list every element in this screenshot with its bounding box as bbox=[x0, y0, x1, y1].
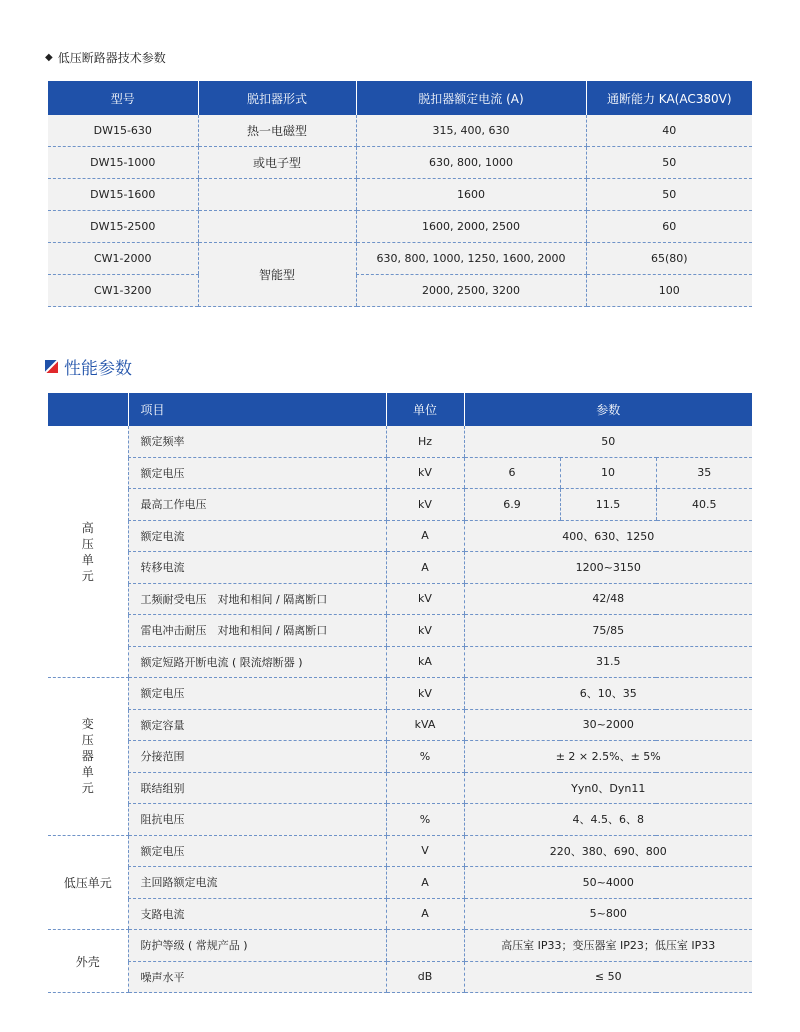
section2-heading bbox=[45, 354, 132, 379]
table-row bbox=[48, 772, 752, 804]
table-row bbox=[48, 520, 752, 552]
unit-cell bbox=[386, 772, 464, 804]
item-cell: 最高工作电压 bbox=[128, 489, 386, 521]
param-cell: 400、630、1250 bbox=[464, 520, 752, 552]
item-cell: 噪声水平 bbox=[128, 961, 386, 993]
table-row bbox=[48, 709, 752, 741]
param-cell: 6、10、35 bbox=[464, 678, 752, 710]
unit-cell: A bbox=[386, 867, 464, 899]
unit-cell bbox=[386, 930, 464, 962]
current-cell: 630, 800, 1000, 1250, 1600, 2000 bbox=[356, 243, 586, 275]
header-trip-type: 脱扣器形式 bbox=[198, 81, 356, 115]
item-cell: 额定电流 bbox=[128, 520, 386, 552]
param-cell: 5~800 bbox=[464, 898, 752, 930]
table-row bbox=[48, 867, 752, 899]
table-row bbox=[48, 115, 752, 147]
item-cell: 阻抗电压 bbox=[128, 804, 386, 836]
item-cell: 额定频率 bbox=[128, 426, 386, 457]
param-cell: 31.5 bbox=[464, 646, 752, 678]
unit-cell: kV bbox=[386, 457, 464, 489]
table-row bbox=[48, 552, 752, 584]
table-row bbox=[48, 583, 752, 615]
group-shell-label: 外壳 bbox=[48, 930, 128, 993]
group-tr-text: 变压器单元 bbox=[81, 717, 94, 796]
param-cell: 10 bbox=[560, 457, 656, 489]
item-cell: 额定电压 bbox=[128, 678, 386, 710]
unit-cell: A bbox=[386, 552, 464, 584]
model-cell: DW15-630 bbox=[48, 115, 198, 147]
table-row bbox=[48, 835, 752, 867]
param-cell: 11.5 bbox=[560, 489, 656, 521]
current-cell: 315, 400, 630 bbox=[356, 115, 586, 147]
param-cell: 50 bbox=[464, 426, 752, 457]
model-cell: CW1-3200 bbox=[48, 275, 198, 307]
table-header-row bbox=[48, 393, 752, 426]
unit-cell: kV bbox=[386, 678, 464, 710]
header-breaking-capacity: 通断能力 KA(AC380V) bbox=[586, 81, 752, 115]
section-marker-icon bbox=[45, 360, 58, 373]
header-unit: 单位 bbox=[386, 393, 464, 426]
unit-cell: dB bbox=[386, 961, 464, 993]
unit-cell: kV bbox=[386, 583, 464, 615]
table-row bbox=[48, 426, 752, 457]
trip-type-cell-empty bbox=[198, 211, 356, 243]
section2-title: 性能参数 bbox=[64, 359, 132, 379]
item-cell: 分接范围 bbox=[128, 741, 386, 773]
capacity-cell: 50 bbox=[586, 179, 752, 211]
unit-cell: kV bbox=[386, 615, 464, 647]
table-row bbox=[48, 961, 752, 993]
item-cell: 额定电压 bbox=[128, 835, 386, 867]
model-cell: DW15-2500 bbox=[48, 211, 198, 243]
current-cell: 2000, 2500, 3200 bbox=[356, 275, 586, 307]
table-row bbox=[48, 646, 752, 678]
item-cell: 防护等级 ( 常规产品 ) bbox=[128, 930, 386, 962]
table-row bbox=[48, 678, 752, 710]
param-cell: ≤ 50 bbox=[464, 961, 752, 993]
section1-title: 低压断路器技术参数 bbox=[57, 51, 166, 65]
model-cell: CW1-2000 bbox=[48, 243, 198, 275]
item-cell: 雷电冲击耐压 对地和相间 / 隔离断口 bbox=[128, 615, 386, 647]
capacity-cell: 60 bbox=[586, 211, 752, 243]
param-cell: ± 2 × 2.5%、± 5% bbox=[464, 741, 752, 773]
current-cell: 1600, 2000, 2500 bbox=[356, 211, 586, 243]
param-cell: Yyn0、Dyn11 bbox=[464, 772, 752, 804]
table-row bbox=[48, 179, 752, 211]
trip-type-cell: 智能型 bbox=[198, 243, 356, 307]
item-cell: 额定容量 bbox=[128, 709, 386, 741]
unit-cell: kV bbox=[386, 489, 464, 521]
group-lv-label: 低压单元 bbox=[48, 835, 128, 930]
item-cell: 额定短路开断电流 ( 限流熔断器 ) bbox=[128, 646, 386, 678]
param-cell: 4、4.5、6、8 bbox=[464, 804, 752, 836]
unit-cell: A bbox=[386, 898, 464, 930]
table-header-row bbox=[48, 81, 752, 115]
table-row bbox=[48, 489, 752, 521]
trip-type-cell-empty bbox=[198, 179, 356, 211]
group-hv-text: 高压单元 bbox=[81, 520, 94, 583]
model-cell: DW15-1600 bbox=[48, 179, 198, 211]
param-cell: 1200~3150 bbox=[464, 552, 752, 584]
table-row bbox=[48, 741, 752, 773]
param-cell: 30~2000 bbox=[464, 709, 752, 741]
item-cell: 联结组别 bbox=[128, 772, 386, 804]
unit-cell: % bbox=[386, 804, 464, 836]
item-cell: 额定电压 bbox=[128, 457, 386, 489]
unit-cell: kA bbox=[386, 646, 464, 678]
param-cell: 6 bbox=[464, 457, 560, 489]
table-row bbox=[48, 275, 752, 307]
header-param: 参数 bbox=[464, 393, 752, 426]
table-row bbox=[48, 898, 752, 930]
model-cell: DW15-1000 bbox=[48, 147, 198, 179]
performance-table bbox=[48, 393, 752, 993]
capacity-cell: 100 bbox=[586, 275, 752, 307]
capacity-cell: 65(80) bbox=[586, 243, 752, 275]
diamond-bullet-icon: ◆ bbox=[45, 52, 53, 63]
param-cell: 高压室 IP33；变压器室 IP23；低压室 IP33 bbox=[464, 930, 752, 962]
param-cell: 75/85 bbox=[464, 615, 752, 647]
current-cell: 1600 bbox=[356, 179, 586, 211]
section1-heading bbox=[45, 49, 166, 66]
unit-cell: kVA bbox=[386, 709, 464, 741]
unit-cell: % bbox=[386, 741, 464, 773]
param-cell: 220、380、690、800 bbox=[464, 835, 752, 867]
table-row bbox=[48, 615, 752, 647]
unit-cell: A bbox=[386, 520, 464, 552]
group-tr-label bbox=[48, 678, 128, 836]
trip-type-cell: 热一电磁型 bbox=[198, 115, 356, 147]
table-row bbox=[48, 804, 752, 836]
table-row bbox=[48, 457, 752, 489]
unit-cell: V bbox=[386, 835, 464, 867]
param-cell: 6.9 bbox=[464, 489, 560, 521]
capacity-cell: 50 bbox=[586, 147, 752, 179]
item-cell: 工频耐受电压 对地和相间 / 隔离断口 bbox=[128, 583, 386, 615]
header-item: 项目 bbox=[128, 393, 386, 426]
item-cell: 支路电流 bbox=[128, 898, 386, 930]
table-row bbox=[48, 930, 752, 962]
breaker-spec-table bbox=[48, 81, 752, 307]
header-rated-current: 脱扣器额定电流 (A) bbox=[356, 81, 586, 115]
unit-cell: Hz bbox=[386, 426, 464, 457]
item-cell: 主回路额定电流 bbox=[128, 867, 386, 899]
param-cell: 40.5 bbox=[656, 489, 752, 521]
param-cell: 35 bbox=[656, 457, 752, 489]
current-cell: 630, 800, 1000 bbox=[356, 147, 586, 179]
capacity-cell: 40 bbox=[586, 115, 752, 147]
table-row bbox=[48, 147, 752, 179]
header-group bbox=[48, 393, 128, 426]
trip-type-cell: 或电子型 bbox=[198, 147, 356, 179]
param-cell: 50~4000 bbox=[464, 867, 752, 899]
table-row bbox=[48, 243, 752, 275]
item-cell: 转移电流 bbox=[128, 552, 386, 584]
group-hv-label bbox=[48, 426, 128, 678]
param-cell: 42/48 bbox=[464, 583, 752, 615]
header-model: 型号 bbox=[48, 81, 198, 115]
table-row bbox=[48, 211, 752, 243]
